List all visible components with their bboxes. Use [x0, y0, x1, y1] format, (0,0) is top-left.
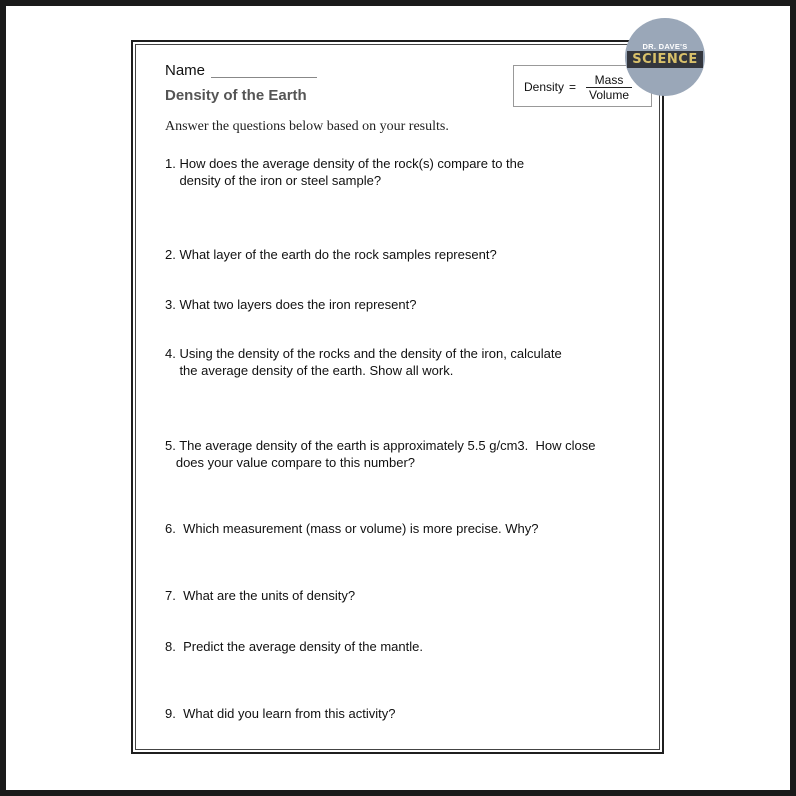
question-2-line1: 2. What layer of the earth do the rock samples represent? — [165, 247, 497, 262]
question-1 — [165, 155, 524, 189]
question-6 — [165, 520, 539, 537]
question-8-line1: 8. Predict the average density of the mantle. — [165, 639, 423, 654]
question-5 — [165, 437, 595, 471]
formula-density-label: Density — [524, 80, 565, 94]
formula-numerator: Mass — [594, 73, 624, 87]
instructions-text: Answer the questions below based on your results. — [165, 119, 449, 134]
formula-denominator: Volume — [588, 88, 630, 102]
worksheet-title: Density of the Earth — [165, 87, 307, 104]
question-4-line2: the average density of the earth. Show all work. — [165, 363, 454, 378]
question-4-line1: 4. Using the density of the rocks and the density of the iron, calculate — [165, 346, 562, 361]
question-2 — [165, 246, 497, 263]
logo-main-text: SCIENCE — [632, 52, 698, 67]
dr-daves-science-logo — [625, 18, 705, 96]
question-9 — [165, 705, 395, 722]
question-6-line1: 6. Which measurement (mass or volume) is more precise. Why? — [165, 521, 539, 536]
question-1-line2: density of the iron or steel sample? — [165, 173, 382, 188]
logo-top-text: DR. DAVE'S — [642, 42, 688, 51]
question-7-line1: 7. What are the units of density? — [165, 588, 356, 603]
question-1-line1: 1. How does the average density of the rock(s) compare to the — [165, 156, 525, 171]
question-5-line1: 5. The average density of the earth is approximately 5.5 g/cm3. How close — [165, 438, 596, 453]
name-field-line[interactable] — [211, 77, 317, 78]
question-8 — [165, 638, 423, 655]
question-9-line1: 9. What did you learn from this activity? — [165, 706, 396, 721]
question-7 — [165, 587, 355, 604]
question-4 — [165, 345, 562, 379]
question-3-line1: 3. What two layers does the iron represent? — [165, 297, 417, 312]
question-3 — [165, 296, 416, 313]
question-5-line2: does your value compare to this number? — [165, 455, 416, 470]
formula-equals: = — [569, 80, 577, 94]
name-label: Name — [165, 62, 206, 79]
